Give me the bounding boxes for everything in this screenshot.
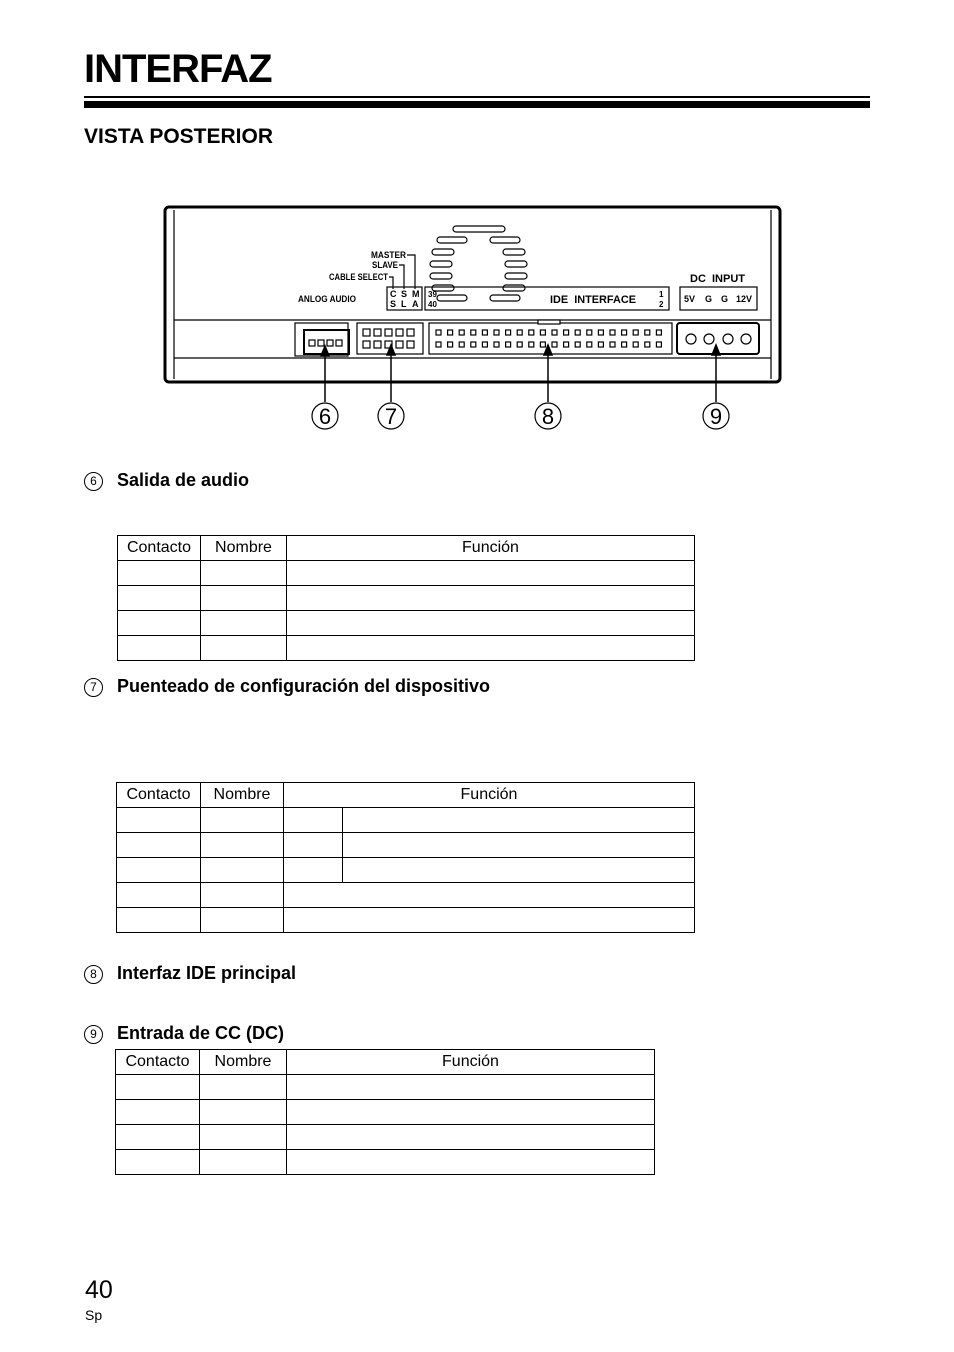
ide-pin: [517, 342, 522, 347]
pin-2-label: 2: [659, 300, 664, 309]
ide-pin: [598, 342, 603, 347]
pin-1-label: 1: [659, 290, 664, 299]
ide-pin: [564, 330, 569, 335]
ide-pin: [436, 330, 441, 335]
ide-pin: [506, 342, 511, 347]
label-master: MASTER: [371, 250, 407, 260]
table-row: [117, 808, 695, 833]
callout-8: [535, 403, 561, 429]
ide-pin: [587, 342, 592, 347]
header-funcion: Función: [287, 1050, 655, 1075]
page-language-code: Sp: [85, 1307, 103, 1323]
svg-text:7: 7: [384, 404, 398, 429]
rear-panel-diagram: [0, 0, 954, 440]
svg-text:8: 8: [541, 404, 555, 429]
table-row: [117, 833, 695, 858]
section-number-badge: 9: [84, 1025, 103, 1044]
header-contacto: Contacto: [118, 536, 201, 561]
ide-pin: [448, 330, 453, 335]
table-row: [116, 1125, 655, 1150]
ide-pin: [552, 330, 557, 335]
dc-pin-12v: 12V: [736, 294, 753, 304]
section-dc-heading: [84, 1023, 284, 1044]
ide-pin: [656, 330, 661, 335]
section-jumper-heading: [84, 676, 490, 697]
ide-pin: [540, 342, 545, 347]
section-jumper-title: Puenteado de configuración del dispositivo: [117, 676, 491, 696]
header-contacto: Contacto: [116, 1050, 200, 1075]
header-contacto: Contacto: [117, 783, 201, 808]
ide-pin: [540, 330, 545, 335]
ide-pin: [482, 330, 487, 335]
table-header-row: [116, 1050, 655, 1075]
table-header-row: [117, 783, 695, 808]
label-anlog-audio: ANLOG AUDIO: [298, 294, 356, 304]
dc-pin-g2: G: [721, 294, 729, 304]
ide-pin: [529, 342, 534, 347]
ide-pin: [622, 330, 627, 335]
table-row: [118, 586, 695, 611]
ide-pin: [448, 342, 453, 347]
pin-39-label: 39: [428, 290, 437, 299]
vent-slots: [430, 226, 527, 301]
pin-40-label: 40: [428, 300, 437, 309]
ide-pin: [459, 330, 464, 335]
section-audio-heading: [84, 470, 249, 491]
ide-pin: [610, 330, 615, 335]
label-cable-select: CABLE SELECT: [329, 272, 389, 282]
ide-pin: [517, 330, 522, 335]
audio-connector: [295, 323, 349, 356]
callout-9: [703, 403, 729, 429]
ide-pin: [494, 330, 499, 335]
ide-pin: [471, 330, 476, 335]
label-dc-input: DC INPUT: [690, 273, 746, 285]
header-funcion: Función: [284, 783, 695, 808]
section-ide-heading: [84, 963, 296, 984]
table-row: [117, 908, 695, 933]
table-row: [117, 858, 695, 883]
ide-pin: [482, 342, 487, 347]
jumper-label-a: A: [412, 299, 419, 309]
ide-pin: [622, 342, 627, 347]
table-row: [118, 611, 695, 636]
callout-6: [312, 403, 338, 429]
label-slave: SLAVE: [372, 260, 398, 270]
section-ide-title: Interfaz IDE principal: [117, 963, 297, 983]
ide-pin: [575, 330, 580, 335]
header-nombre: Nombre: [201, 536, 287, 561]
svg-text:9: 9: [709, 404, 723, 429]
svg-text:6: 6: [318, 404, 332, 429]
ide-pin: [506, 330, 511, 335]
section-number-badge: 6: [84, 472, 103, 491]
table-row: [118, 636, 695, 661]
dc-pin-5v: 5V: [684, 294, 696, 304]
jumper-label-l: L: [401, 299, 407, 309]
ide-pin: [564, 342, 569, 347]
ide-pin: [552, 342, 557, 347]
table-row: [116, 1075, 655, 1100]
header-funcion: Función: [287, 536, 695, 561]
ide-pin: [656, 342, 661, 347]
ide-pin: [645, 330, 650, 335]
ide-pin: [436, 342, 441, 347]
section-subtitle: VISTA POSTERIOR: [84, 125, 274, 148]
ide-pin: [471, 342, 476, 347]
section-audio-title: Salida de audio: [117, 470, 250, 490]
table-header-row: [118, 536, 695, 561]
page-number: 40: [85, 1276, 113, 1304]
section-dc-title: Entrada de CC (DC): [117, 1023, 285, 1043]
jumper-label-s: S: [401, 289, 408, 299]
label-ide-interface: IDE INTERFACE: [550, 294, 636, 306]
section-number-badge: 8: [84, 965, 103, 984]
header-nombre: Nombre: [201, 783, 284, 808]
audio-table: [117, 535, 695, 661]
table-row: [117, 883, 695, 908]
jumper-label-s2: S: [390, 299, 397, 309]
dc-pin-g1: G: [705, 294, 713, 304]
section-number-badge: 7: [84, 678, 103, 697]
jumper-label-m: M: [412, 289, 420, 299]
jumper-table: [116, 782, 695, 933]
callout-7: [378, 403, 404, 429]
ide-pin: [575, 342, 580, 347]
ide-pin: [610, 342, 615, 347]
ide-pin: [494, 342, 499, 347]
ide-pin: [633, 342, 638, 347]
ide-pin: [645, 342, 650, 347]
page-title: INTERFAZ: [84, 47, 272, 91]
ide-pin: [459, 342, 464, 347]
ide-pin: [598, 330, 603, 335]
header-nombre: Nombre: [200, 1050, 287, 1075]
table-row: [118, 561, 695, 586]
ide-pin: [587, 330, 592, 335]
jumper-label-c: C: [390, 289, 397, 299]
ide-pin: [633, 330, 638, 335]
dc-table: [115, 1049, 655, 1175]
table-row: [116, 1150, 655, 1175]
ide-connector: [429, 320, 672, 354]
ide-pin: [529, 330, 534, 335]
table-row: [116, 1100, 655, 1125]
